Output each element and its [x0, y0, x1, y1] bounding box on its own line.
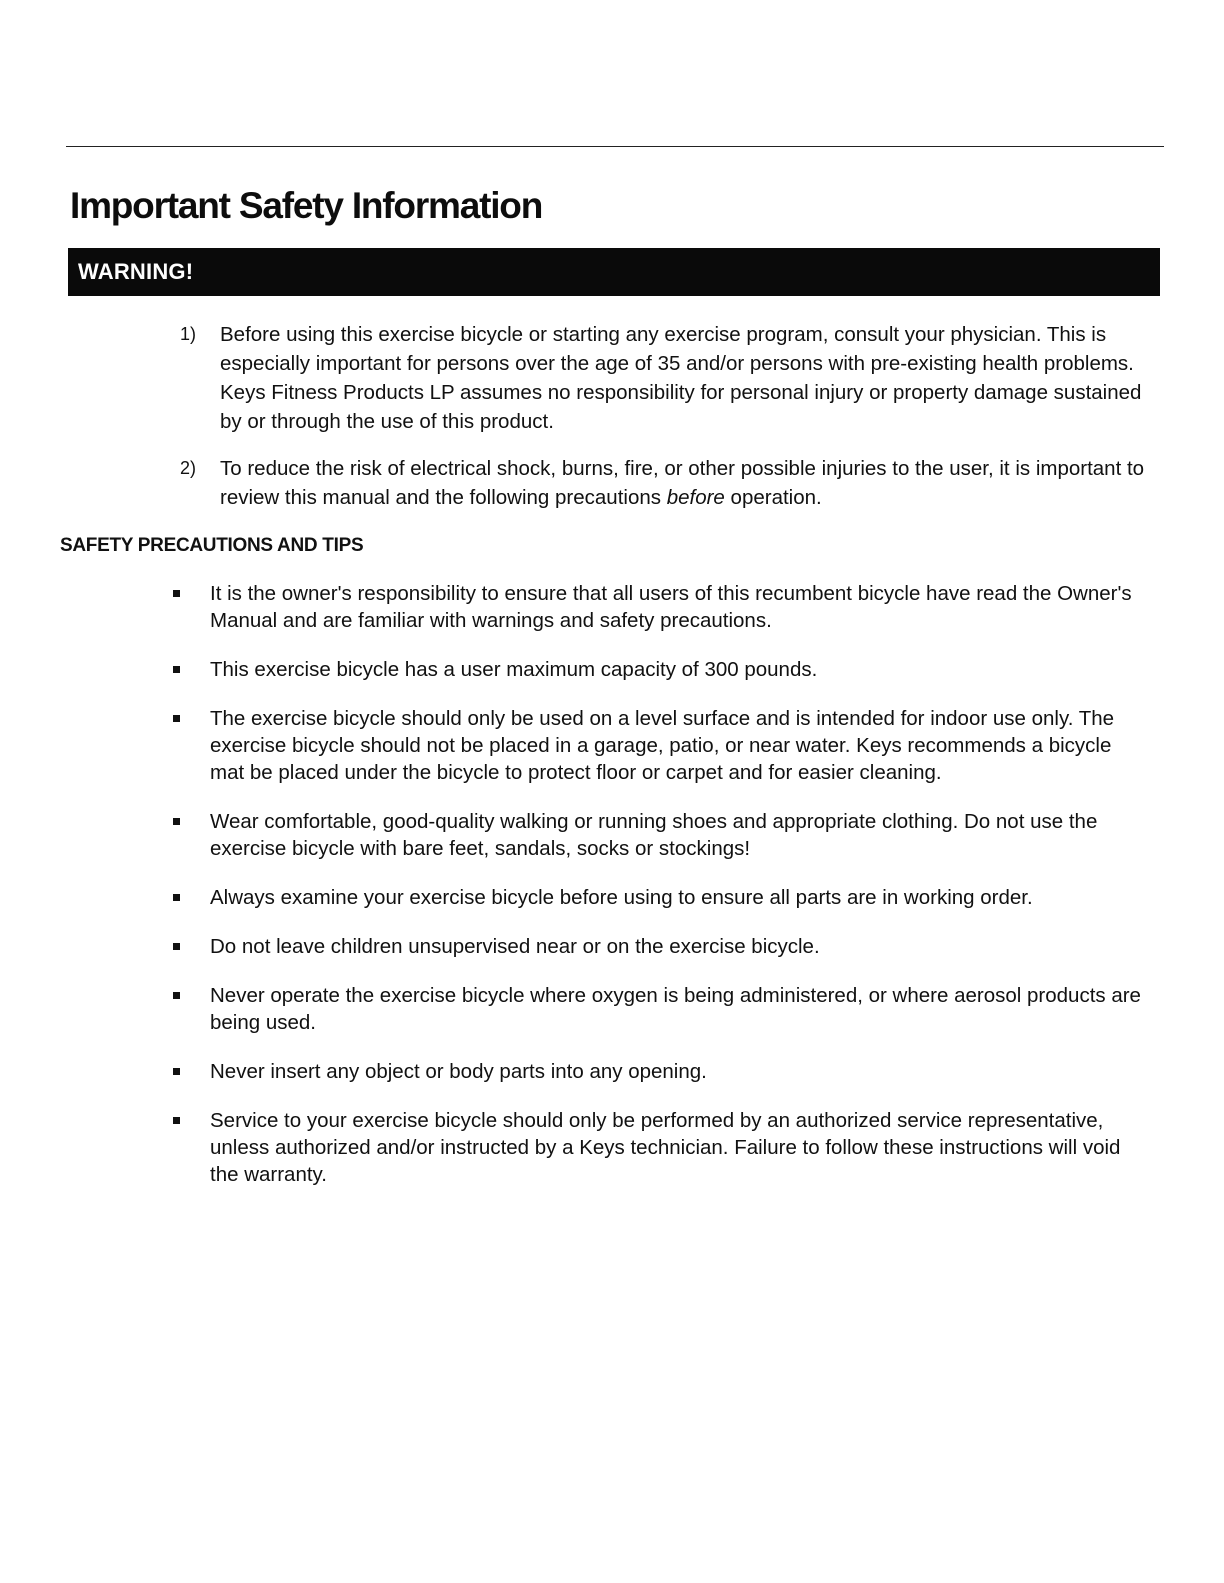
- warning-list: [0, 320, 1224, 530]
- bullet-icon: [173, 992, 180, 999]
- precaution-item: [0, 933, 1224, 960]
- precaution-text: Always examine your exercise bicycle before using to ensure all parts are in working order.: [210, 886, 1033, 909]
- bullet-icon: [173, 943, 180, 950]
- precaution-item: [0, 884, 1224, 911]
- bullet-icon: [173, 715, 180, 722]
- bullet-icon: [173, 1117, 180, 1124]
- warning-banner: [68, 248, 1160, 296]
- precautions-list: [0, 580, 1224, 1210]
- warning-text-after: operation.: [724, 486, 822, 509]
- precaution-item: [0, 982, 1224, 1036]
- precaution-item: [0, 808, 1224, 862]
- precaution-text: Service to your exercise bicycle should only be performed by an authorized service representative, unless authorized and/or instructed by a Keys technician. Failure to follow these instructions will void the warranty.: [210, 1109, 1121, 1186]
- precaution-text: The exercise bicycle should only be used on a level surface and is intended for indoor use only. The exercise bicycle should not be placed in a garage, patio, or near water. Keys recommends a bicycle mat be placed under the bicycle to protect floor or carpet and for easier cleaning.: [210, 707, 1115, 784]
- warning-text-before: To reduce the risk of electrical shock, burns, fire, or other possible injuries to the user, it is important to review this manual and the following precautions: [220, 457, 1145, 509]
- page-title: Important Safety Information: [70, 185, 543, 226]
- bullet-icon: [173, 666, 180, 673]
- precaution-text: Wear comfortable, good-quality walking or running shoes and appropriate clothing. Do not use the exercise bicycle with bare feet, sandals, socks or stockings!: [210, 810, 1098, 860]
- warning-label: WARNING!: [78, 259, 194, 284]
- precaution-text: Never insert any object or body parts into any opening.: [210, 1060, 707, 1083]
- top-divider: [66, 146, 1164, 147]
- warning-item: [0, 320, 1224, 436]
- precaution-item: [0, 705, 1224, 786]
- precaution-item: [0, 1058, 1224, 1085]
- precaution-text: This exercise bicycle has a user maximum capacity of 300 pounds.: [210, 658, 818, 681]
- warning-number: 2): [180, 458, 197, 478]
- bullet-icon: [173, 1068, 180, 1075]
- bullet-icon: [173, 818, 180, 825]
- precaution-text: Do not leave children unsupervised near or on the exercise bicycle.: [210, 935, 820, 958]
- precaution-item: [0, 656, 1224, 683]
- warning-text: Before using this exercise bicycle or starting any exercise program, consult your physician. This is especially important for persons over the age of 35 and/or persons with pre-existing health problems. Keys Fitness Products LP assumes no responsibility for personal injury or property damage sustained by or through the use of this product.: [220, 323, 1142, 433]
- precaution-text: It is the owner's responsibility to ensure that all users of this recumbent bicycle have read the Owner's Manual and are familiar with warnings and safety precautions.: [210, 582, 1132, 632]
- bullet-icon: [173, 590, 180, 597]
- warning-item: [0, 454, 1224, 512]
- bullet-icon: [173, 894, 180, 901]
- warning-text-emphasis: before: [666, 486, 725, 509]
- precaution-item: [0, 1107, 1224, 1188]
- section-heading: SAFETY PRECAUTIONS AND TIPS: [60, 535, 364, 556]
- precaution-text: Never operate the exercise bicycle where oxygen is being administered, or where aerosol products are being used.: [210, 984, 1141, 1034]
- warning-number: 1): [180, 324, 197, 344]
- precaution-item: [0, 580, 1224, 634]
